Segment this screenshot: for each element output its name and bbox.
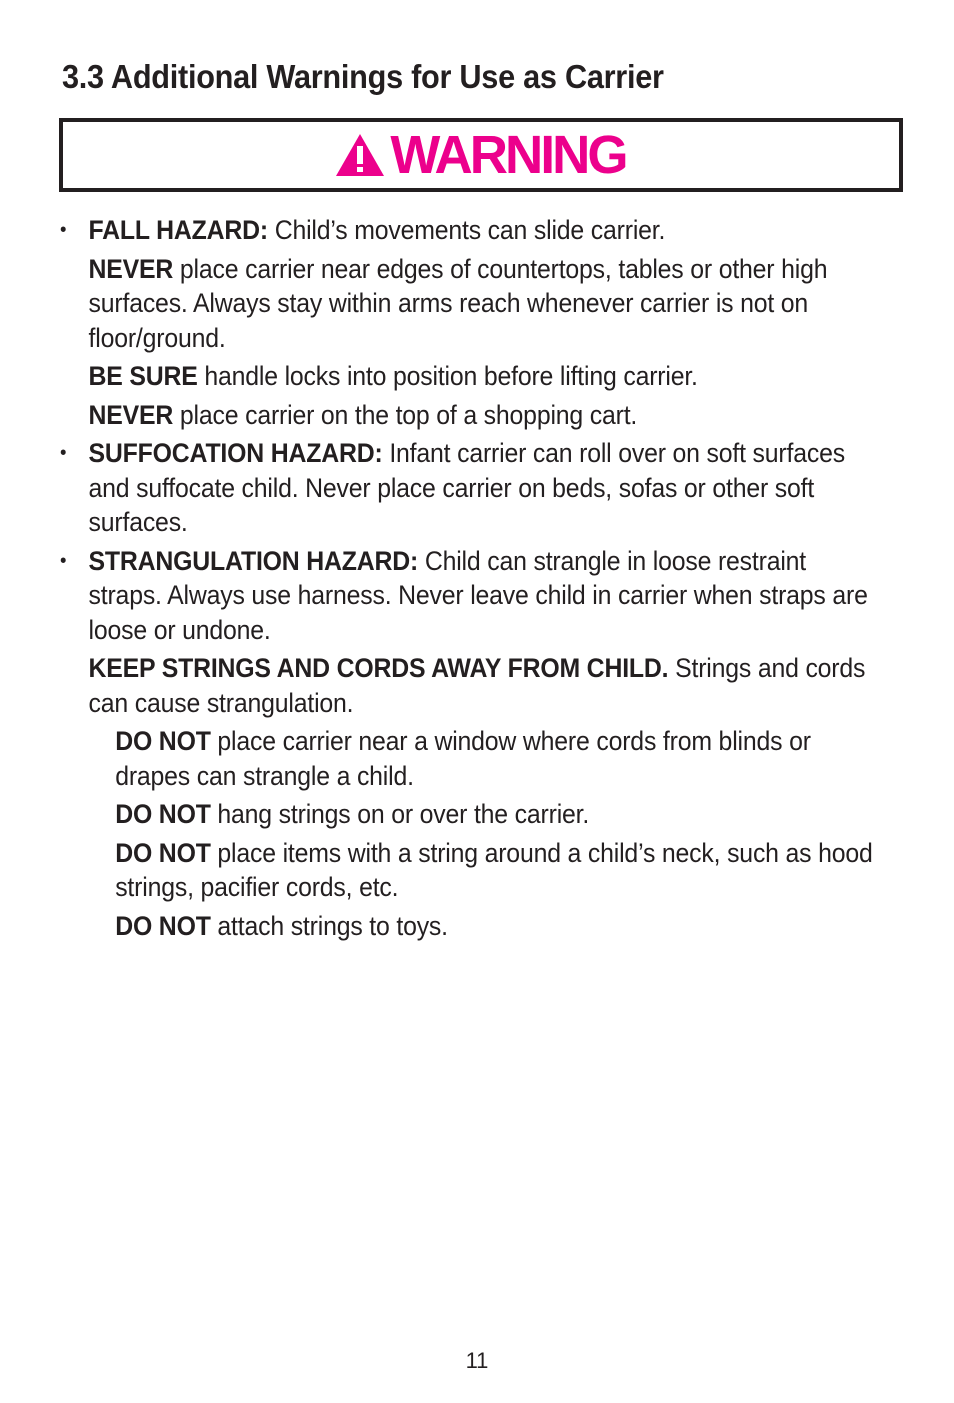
- bullet-item: [60, 213, 879, 248]
- item-text: place carrier near a window where cords from blinds or drapes can strangle a child.: [115, 726, 811, 791]
- item-text: place carrier on the top of a shopping cart.: [173, 399, 638, 430]
- exclamation-triangle-icon: [334, 132, 386, 178]
- bullet-dot: •: [60, 219, 67, 241]
- item-text: Infant carrier can roll over on soft surfaces and suffocate child. Never place carrier on beds, sofas or other soft surfaces.: [88, 438, 845, 537]
- item-text: Strings and cords can cause strangulation.: [88, 653, 866, 718]
- warning-list: [60, 213, 880, 947]
- warning-heading: [334, 125, 628, 185]
- sub-item: [60, 797, 879, 832]
- item-emphasis: FALL HAZARD:: [88, 215, 268, 245]
- bullet-dot: •: [60, 442, 67, 464]
- item-text: handle locks into position before lifting carrier.: [197, 361, 698, 391]
- section-title: 3.3 Additional Warnings for Use as Carrier: [62, 58, 664, 95]
- paragraph: [60, 359, 879, 394]
- item-text: place carrier near edges of countertops, tables or other high surfaces. Always stay within arms reach whenever carrier is not on floor/ground.: [88, 253, 828, 353]
- sub-item: [60, 909, 879, 944]
- item-emphasis: DO NOT: [115, 837, 211, 868]
- paragraph: [60, 398, 879, 433]
- bullet-item: [60, 544, 879, 648]
- page-number: 11: [465, 1348, 489, 1373]
- item-text: place items with a string around a child’s neck, such as hood strings, pacifier cords, etc.: [115, 837, 873, 902]
- item-emphasis: SUFFOCATION HAZARD:: [88, 438, 383, 468]
- warning-banner: [59, 118, 903, 192]
- item-emphasis: NEVER: [88, 399, 174, 430]
- item-text: Child’s movements can slide carrier.: [267, 215, 666, 245]
- item-emphasis: KEEP STRINGS AND CORDS AWAY FROM CHILD.: [88, 653, 669, 683]
- item-emphasis: DO NOT: [115, 726, 211, 756]
- item-text: hang strings on or over the carrier.: [210, 799, 590, 829]
- item-emphasis: DO NOT: [115, 910, 211, 941]
- sub-item: [60, 724, 879, 793]
- item-text: attach strings to toys.: [210, 910, 448, 941]
- sub-item: [60, 836, 879, 905]
- item-emphasis: DO NOT: [115, 799, 211, 829]
- item-emphasis: BE SURE: [88, 361, 198, 391]
- paragraph: [60, 651, 879, 720]
- warning-items: [60, 213, 879, 943]
- item-emphasis: STRANGULATION HAZARD:: [88, 545, 419, 576]
- warning-label: WARNING: [390, 125, 626, 185]
- item-text: Child can strangle in loose restraint straps. Always use harness. Never leave child in carrier when straps are loose or undone.: [88, 545, 868, 645]
- bullet-item: [60, 436, 879, 540]
- item-emphasis: NEVER: [88, 253, 174, 284]
- paragraph: [60, 252, 879, 356]
- bullet-dot: •: [60, 549, 67, 572]
